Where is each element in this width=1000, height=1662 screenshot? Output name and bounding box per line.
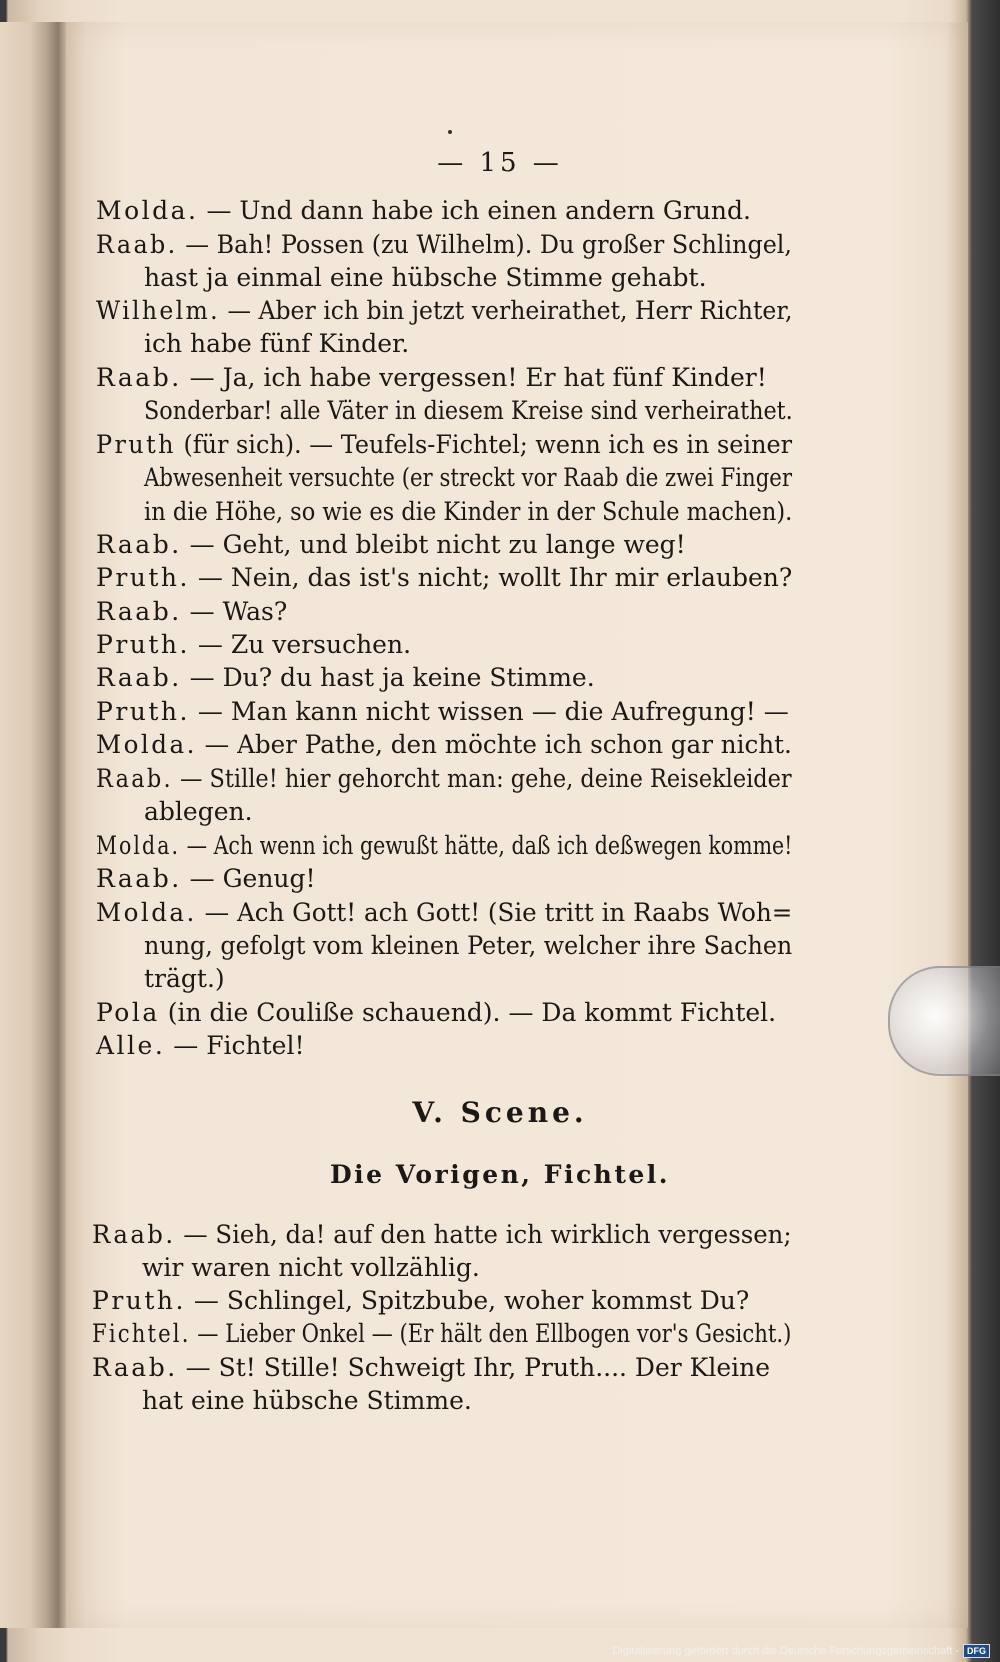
dialogue-line	[142, 1386, 472, 1416]
dialogue-line	[96, 663, 595, 693]
dialogue-line	[92, 1220, 792, 1250]
line-text: — Aber Pathe, den möchte ich schon gar nicht.	[196, 730, 792, 759]
dialogue-line	[96, 764, 792, 794]
line-text: — Stille! hier gehorcht man: gehe, deine Reisekleider	[172, 764, 792, 793]
dialogue-line	[96, 563, 792, 593]
dialogue-line	[142, 1253, 480, 1283]
line-text: wir waren nicht vollzählig.	[142, 1253, 480, 1282]
line-text: nung, gefolgt vom kleinen Peter, welcher ihre Sachen	[144, 931, 793, 960]
line-text: — St! Stille! Schweigt Ihr, Pruth.... Der Kleine	[177, 1353, 771, 1382]
page-clip	[888, 966, 1000, 1076]
speaker-name: Pruth.	[92, 1286, 186, 1315]
dialogue-line	[144, 964, 225, 994]
speaker-name: Molda.	[96, 898, 197, 927]
speaker-name: Molda.	[96, 196, 199, 225]
speaker-name: Fichtel.	[92, 1319, 191, 1348]
dialogue-line	[144, 797, 253, 827]
speaker-name: Molda.	[96, 831, 181, 860]
dialogue-line	[144, 497, 792, 527]
speaker-name: Raab.	[96, 363, 182, 392]
scene-title: V. Scene.	[412, 1096, 588, 1129]
line-text: — Aber ich bin jetzt verheirathet, Herr Richter,	[220, 296, 793, 325]
dialogue-line	[144, 329, 409, 359]
dialogue-line	[144, 463, 792, 493]
speaker-name: Alle.	[96, 1031, 166, 1060]
dialogue-line	[144, 263, 707, 293]
dialogue-line	[96, 1031, 305, 1061]
dialogue-line	[92, 1319, 791, 1349]
dialogue-line	[96, 730, 792, 760]
dialogue-line	[96, 831, 792, 861]
speaker-name: Molda.	[96, 730, 197, 759]
line-text: — Du? du hast ja keine Stimme.	[181, 663, 595, 692]
dialogue-line	[96, 296, 792, 326]
line-text: — Was?	[181, 597, 288, 626]
speaker-name: Wilhelm.	[96, 296, 221, 325]
digitization-credit	[612, 1644, 990, 1658]
page-dot	[448, 130, 452, 134]
dialogue-line	[96, 530, 686, 560]
speaker-name: Raab.	[96, 530, 182, 559]
line-text: hat eine hübsche Stimme.	[142, 1386, 472, 1415]
line-text: — Bah! Possen (zu Wilhelm). Du großer Schlingel,	[177, 230, 793, 259]
dfg-logo: DFG	[963, 1644, 990, 1658]
line-text: — Ach wenn ich gewußt hätte, daß ich deßwegen komme!	[180, 831, 793, 860]
speaker-name: Pruth.	[96, 697, 190, 726]
speaker-name: Raab.	[96, 663, 182, 692]
credit-text: Digitalisierung gefördert durch die Deutsche Forschungsgemeinschaft -	[612, 1645, 959, 1657]
line-text: — Man kann nicht wissen — die Aufregung! —	[189, 697, 789, 726]
dialogue-line	[92, 1353, 770, 1383]
dialogue-line	[144, 396, 793, 426]
page-number: — 15 —	[437, 148, 563, 178]
speaker-name: Raab.	[96, 230, 178, 259]
line-text: — Ja, ich habe vergessen! Er hat fünf Kinder!	[181, 363, 767, 392]
speaker-name: Pola	[96, 998, 160, 1027]
speaker-name: Raab.	[92, 1220, 176, 1249]
line-text: — Zu versuchen.	[189, 630, 412, 659]
line-text: — Nein, das ist's nicht; wollt Ihr mir erlauben?	[189, 563, 793, 592]
dialogue-line	[96, 630, 411, 660]
speaker-name: Raab.	[96, 864, 182, 893]
scene-subtitle: Die Vorigen, Fichtel.	[330, 1160, 670, 1189]
left-page-edge	[0, 22, 66, 1628]
dialogue-line	[96, 697, 789, 727]
speaker-name: Raab.	[92, 1353, 178, 1382]
line-text: ablegen.	[144, 797, 253, 826]
line-text: in die Höhe, so wie es die Kinder in der Schule machen).	[144, 497, 793, 526]
speaker-name: Pruth.	[96, 563, 190, 592]
line-text: — Geht, und bleibt nicht zu lange weg!	[181, 530, 686, 559]
dialogue-line	[96, 597, 287, 627]
line-text: — Und dann habe ich einen andern Grund.	[198, 196, 751, 225]
dialogue-line	[96, 864, 316, 894]
line-text: (für sich). — Teufels-Fichtel; wenn ich es in seiner	[175, 430, 793, 459]
dialogue-line	[96, 998, 776, 1028]
dialogue-line	[96, 230, 792, 260]
speaker-name: Pruth	[96, 430, 176, 459]
dialogue-line	[96, 196, 751, 226]
dialogue-line	[144, 931, 792, 961]
line-text: Abwesenheit versuchte (er streckt vor Raab die zwei Finger	[144, 463, 792, 492]
line-text: hast ja einmal eine hübsche Stimme gehabt.	[144, 263, 707, 292]
dialogue-line	[96, 430, 792, 460]
speaker-name: Raab.	[96, 764, 173, 793]
dialogue-line	[92, 1286, 749, 1316]
dialogue-line	[96, 898, 792, 928]
line-text: — Lieber Onkel — (Er hält den Ellbogen vor's Gesicht.)	[190, 1319, 792, 1348]
line-text: — Ach Gott! ach Gott! (Sie tritt in Raabs Woh=	[196, 898, 793, 927]
line-text: — Fichtel!	[165, 1031, 305, 1060]
line-text: — Sieh, da! auf den hatte ich wirklich vergessen;	[175, 1220, 792, 1249]
line-text: — Genug!	[181, 864, 316, 893]
speaker-name: Pruth.	[96, 630, 190, 659]
dialogue-line	[96, 363, 767, 393]
line-text: (in die Couliße schauend). — Da kommt Fichtel.	[159, 998, 777, 1027]
speaker-name: Raab.	[96, 597, 182, 626]
line-text: trägt.)	[144, 964, 225, 993]
line-text: ich habe fünf Kinder.	[144, 329, 410, 358]
line-text: Sonderbar! alle Väter in diesem Kreise sind verheirathet.	[144, 396, 793, 425]
line-text: — Schlingel, Spitzbube, woher kommst Du?	[185, 1286, 750, 1315]
